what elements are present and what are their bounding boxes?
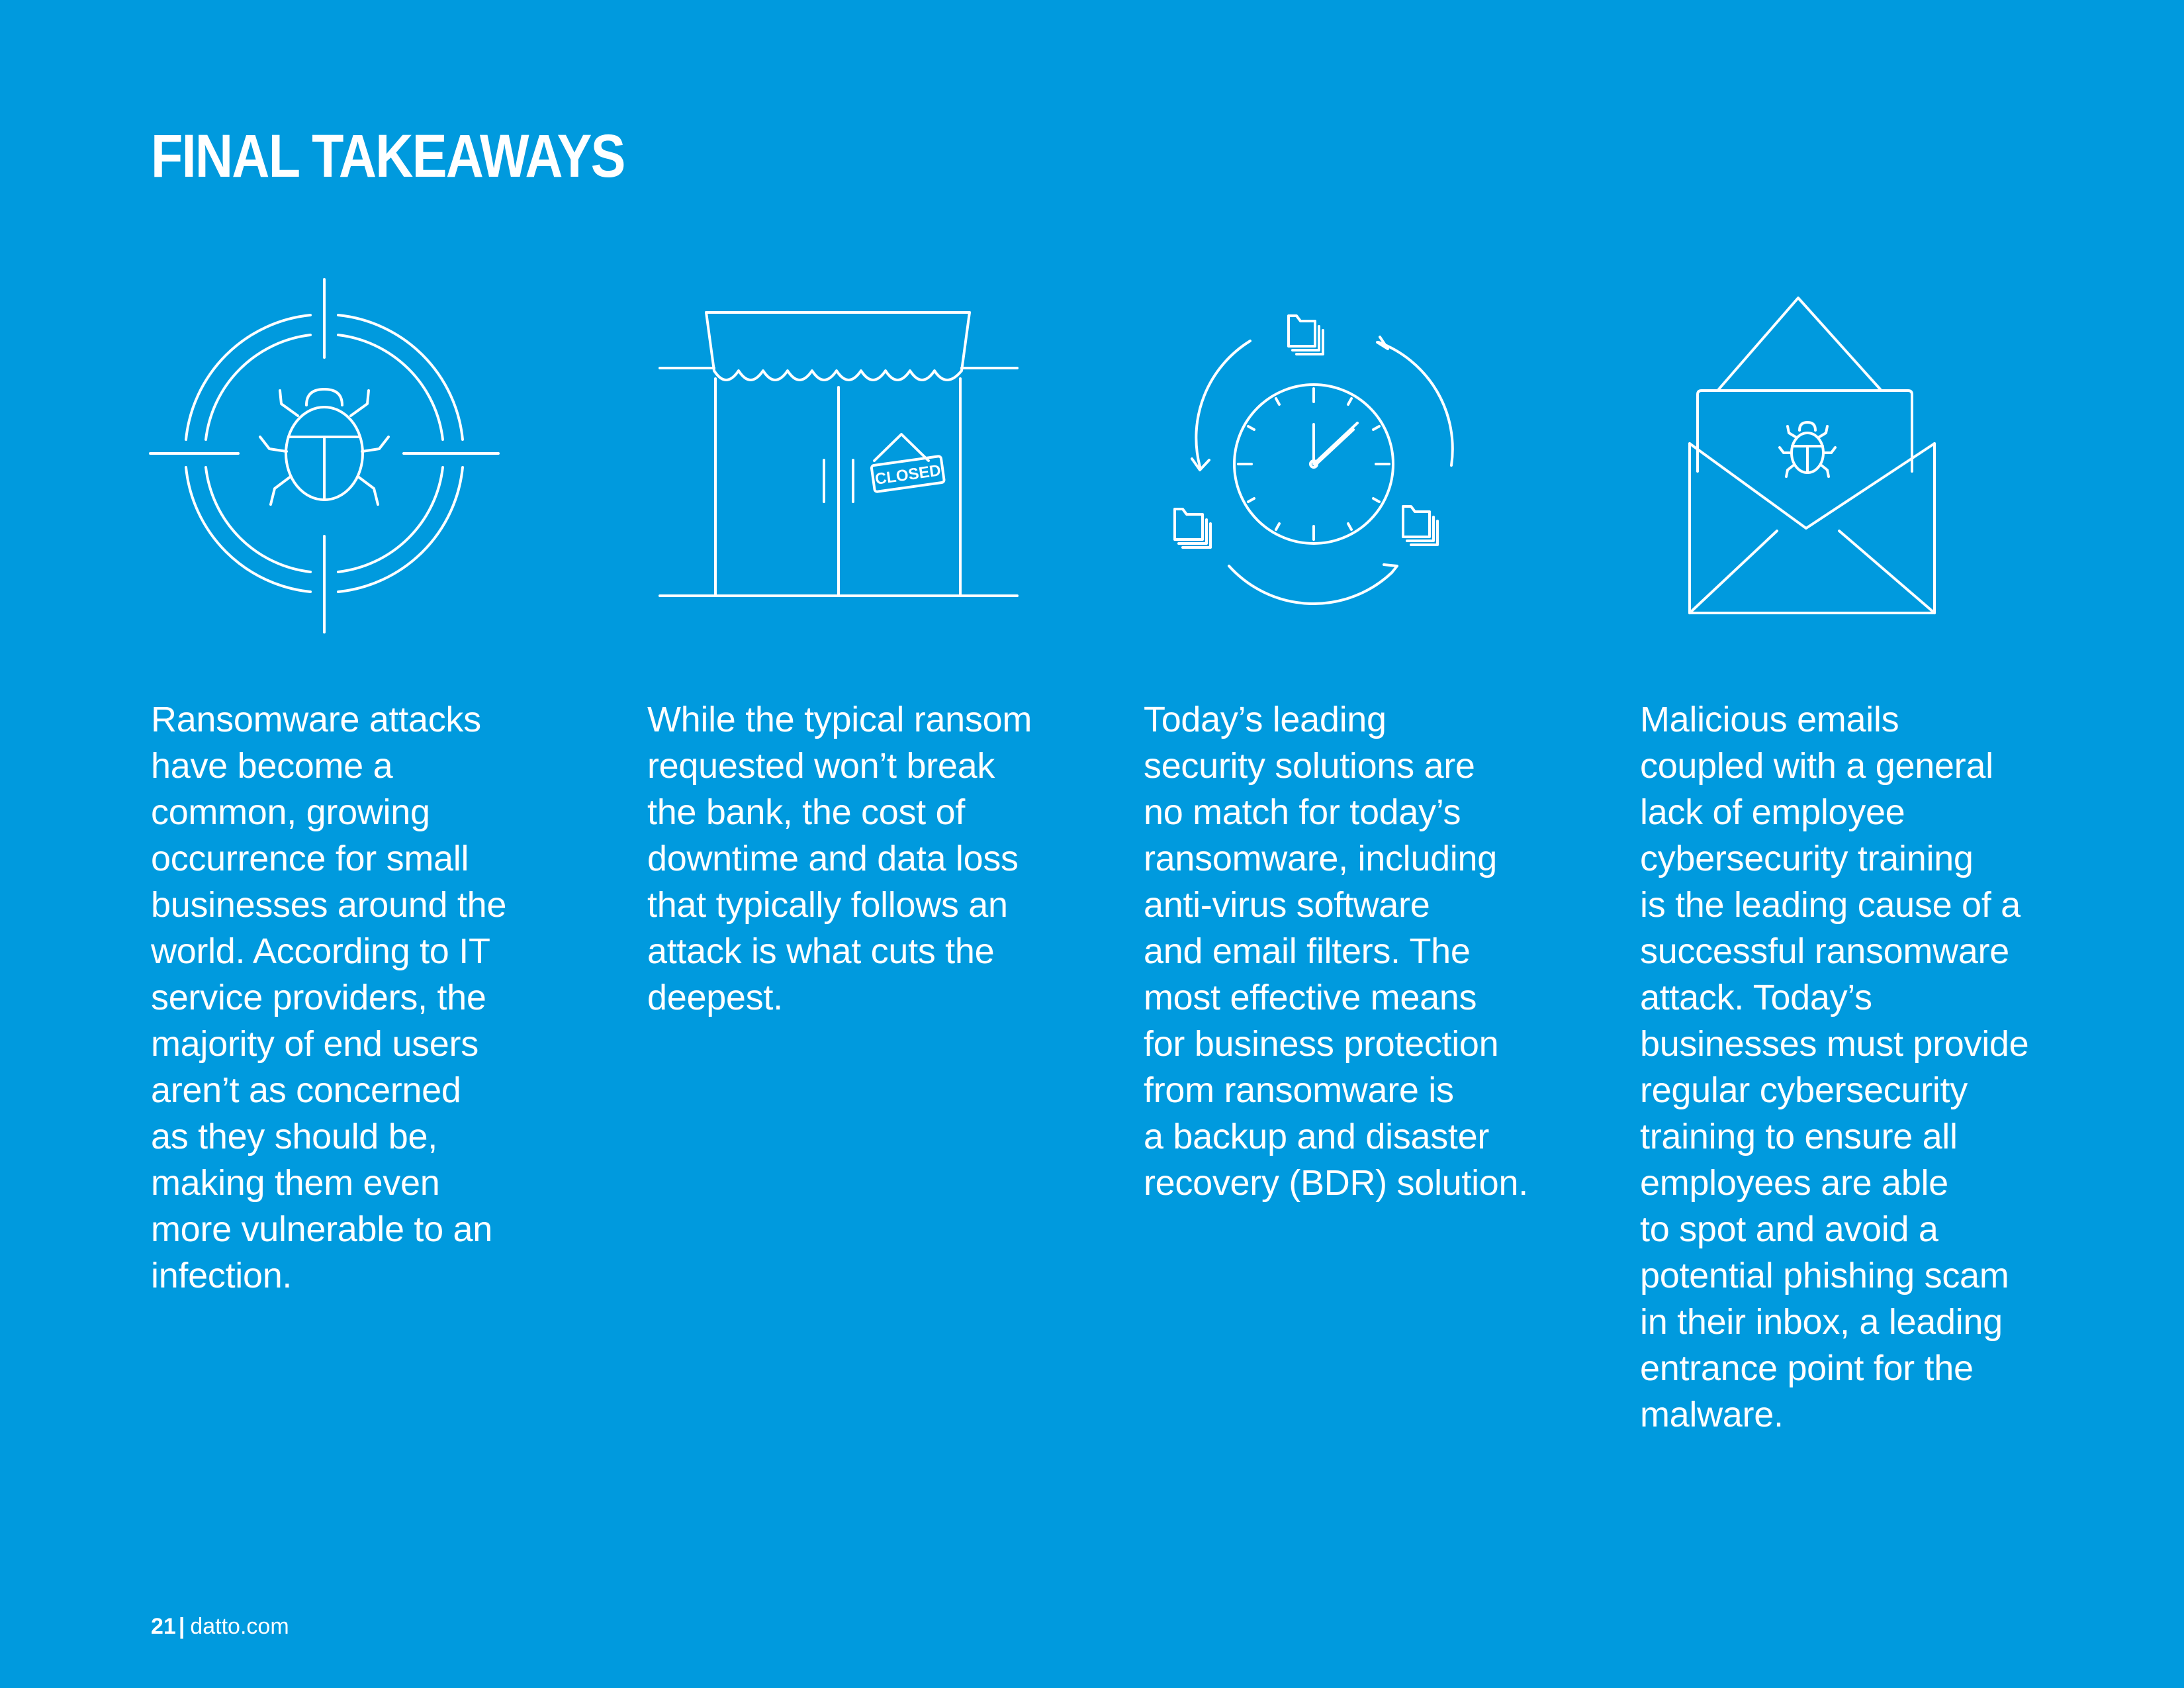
malicious-email-icon — [1678, 297, 1936, 621]
footer-separator: | — [178, 1614, 185, 1639]
closed-storefront-icon — [659, 305, 1023, 602]
column-text-malicious-emails: Malicious emails coupled with a general lack of employee cybersecurity training is the leading cause of a successful ransomware attack. Today’s businesses must provide regular cybersecurity training to ensure all employees are able to spot and avoid a potential phishing scam in their inbox, a leading entrance point for the malware. — [1640, 700, 2029, 1434]
column-text-cost-of-downtime: While the typical ransom requested won’t break the bank, the cost of downtime and data loss that typically follows an attack is what cuts the deepest. — [647, 700, 1032, 1017]
page-number: 21 — [151, 1614, 176, 1639]
column-text-security-solutions: Today’s leading security solutions are no match for today’s ransomware, including anti-virus software and email filters. The most effective means for business protection from ransomware is a backup and disaster recovery (BDR) solution. — [1144, 700, 1528, 1203]
page-footer — [151, 1615, 289, 1638]
closed-sign-label: CLOSED — [874, 461, 942, 489]
bug-target-icon — [149, 278, 503, 635]
clock-backup-cycle-icon — [1155, 308, 1473, 606]
page-title: FINAL TAKEAWAYS — [151, 122, 625, 190]
footer-site-link[interactable]: datto.com — [190, 1614, 289, 1639]
column-text-ransomware-attacks: Ransomware attacks have become a common, growing occurrence for small businesses around the world. According to IT service providers, the majority of end users aren’t as concerned as they should be, making them even more vulnerable to an infection. — [151, 700, 507, 1295]
